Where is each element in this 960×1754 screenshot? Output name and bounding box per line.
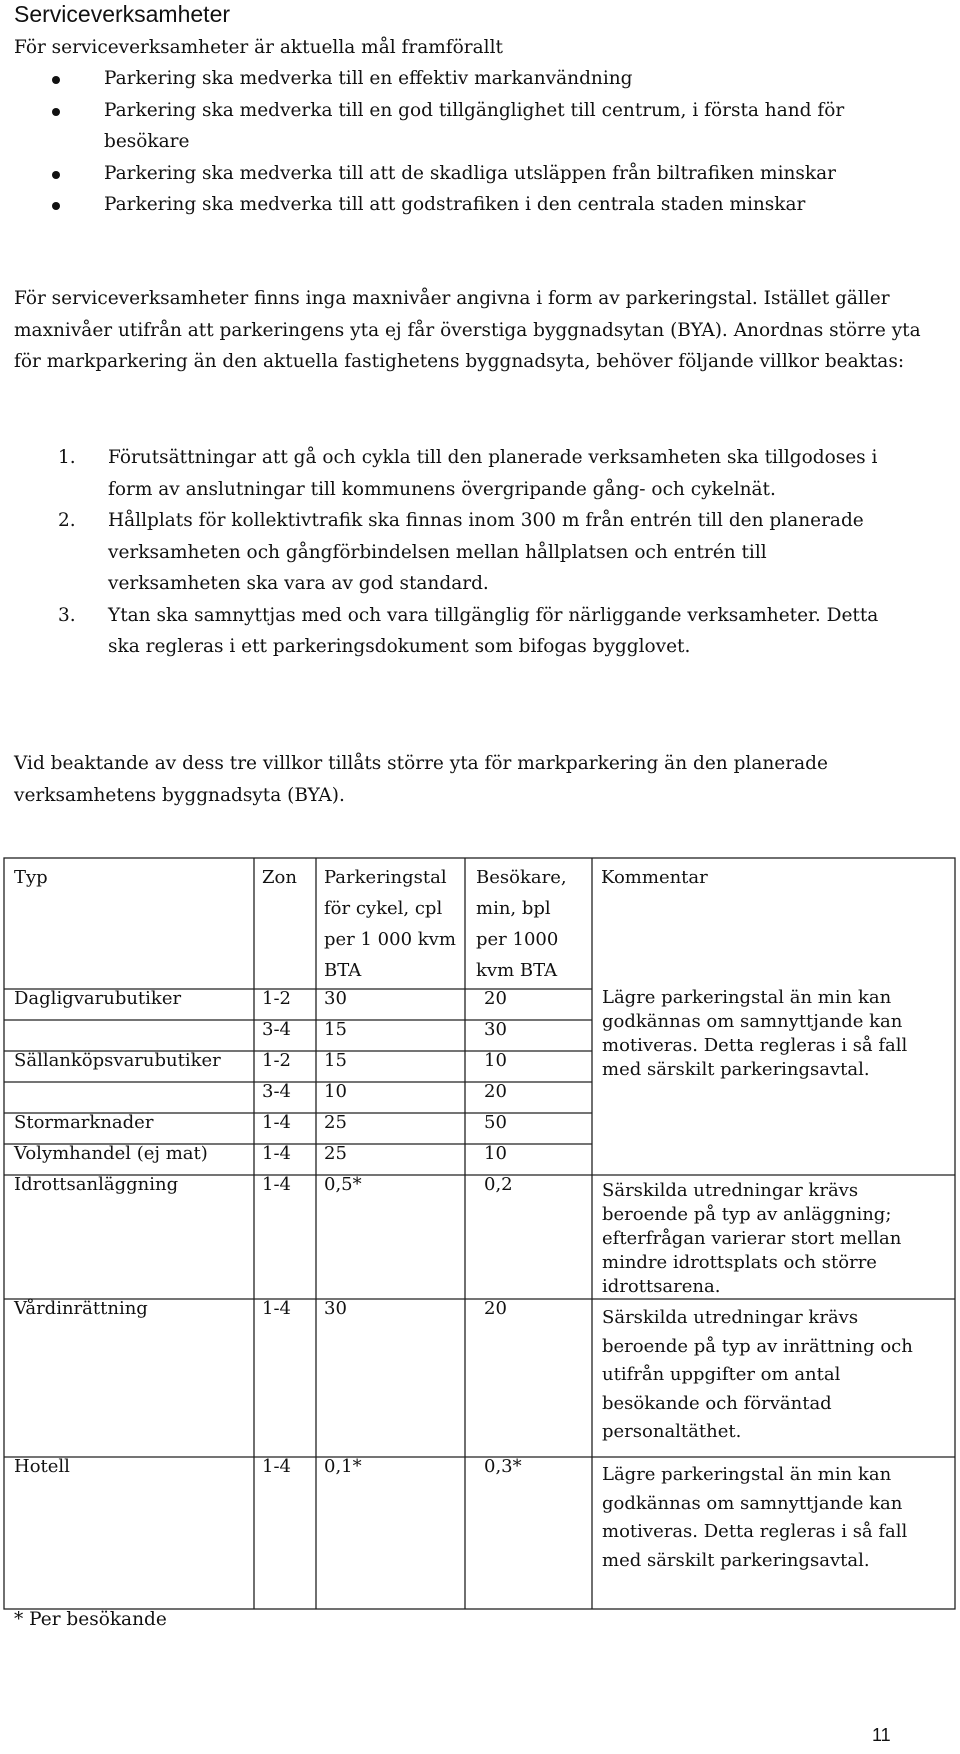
bullet-text: Parkering ska medverka till en god tillgänglighet till centrum, i första hand för besökare xyxy=(104,99,845,152)
row-zon: 3-4 xyxy=(262,1019,291,1040)
conclusion-paragraph: Vid beaktande av dess tre villkor tillåts större yta för markparkering än den planerade verksamhetens byggnadsyta (BYA). xyxy=(14,753,828,806)
page-number: 11 xyxy=(872,1725,891,1745)
row-typ: Sällanköpsvarubutiker xyxy=(14,1050,221,1071)
bullet-item xyxy=(52,189,912,221)
bullet-dot-icon xyxy=(52,108,60,116)
comment-cell: Särskilda utredningar krävs beroende på typ av inrättning och utifrån uppgifter om antal besökande och förväntad personaltäthet. xyxy=(602,1307,913,1442)
bullet-dot-icon xyxy=(52,171,60,179)
row-typ: Idrottsanläggning xyxy=(14,1174,179,1195)
row-besokare: 50 xyxy=(484,1112,507,1133)
row-cykel: 15 xyxy=(324,1019,347,1040)
row-besokare: 0,2 xyxy=(484,1174,513,1195)
row-cykel: 15 xyxy=(324,1050,347,1071)
row-besokare: 10 xyxy=(484,1050,507,1071)
row-besokare: 20 xyxy=(484,988,507,1009)
row-cykel: 25 xyxy=(324,1143,347,1164)
table-footnote: * Per besökande xyxy=(14,1609,167,1630)
comment-cell: Lägre parkeringstal än min kan godkännas om samnyttjande kan motiveras. Detta regleras i så fall med särskilt parkeringsavtal. xyxy=(602,1464,908,1571)
condition-item xyxy=(58,600,893,663)
intro-text: För serviceverksamheter är aktuella mål framförallt xyxy=(14,37,503,58)
row-cykel: 30 xyxy=(324,988,347,1009)
row-zon: 1-2 xyxy=(262,1050,291,1071)
row-cykel: 25 xyxy=(324,1112,347,1133)
row-zon: 1-4 xyxy=(262,1112,291,1133)
row-zon: 3-4 xyxy=(262,1081,291,1102)
bullet-dot-icon xyxy=(52,202,60,210)
row-cykel: 0,5* xyxy=(324,1174,362,1195)
header-cykel: Parkeringstal för cykel, cpl per 1 000 kvm BTA xyxy=(324,867,456,981)
row-zon: 1-4 xyxy=(262,1298,291,1319)
bullet-item xyxy=(52,158,912,190)
condition-number: 3. xyxy=(58,604,76,626)
row-cykel: 30 xyxy=(324,1298,347,1319)
header-kommentar: Kommentar xyxy=(601,867,708,888)
row-zon: 1-4 xyxy=(262,1143,291,1164)
condition-number: 1. xyxy=(58,447,76,468)
comment-cell: Särskilda utredningar krävs beroende på typ av anläggning; efterfrågan varierar stort mellan mindre idrottsplats och större idrottsarena. xyxy=(602,1180,902,1297)
header-besokare: Besökare, min, bpl per 1000 kvm BTA xyxy=(476,867,567,981)
condition-number: 2. xyxy=(58,510,76,531)
conditions-list xyxy=(58,442,893,663)
row-besokare: 20 xyxy=(484,1298,507,1319)
row-cykel: 10 xyxy=(324,1081,347,1102)
parking-table xyxy=(0,856,960,1616)
condition-text: Ytan ska samnyttjas med och vara tillgänglig för närliggande verksamheter. Detta ska regleras i ett parkeringsdokument som bifogas bygglovet. xyxy=(108,604,879,657)
row-cykel: 0,1* xyxy=(324,1456,362,1477)
comment-cell: Lägre parkeringstal än min kan godkännas om samnyttjande kan motiveras. Detta regleras i så fall med särskilt parkeringsavtal. xyxy=(602,987,908,1080)
header-zon: Zon xyxy=(262,867,297,888)
rules-paragraph: För serviceverksamheter finns inga maxnivåer angivna i form av parkeringstal. Istället gäller maxnivåer utifrån att parkeringens yta ej får överstiga byggnadsytan (BYA). Anordnas större yta för markparkering än den aktuella fastighetens byggnadsyta, behöver följande villkor beaktas: xyxy=(14,288,921,372)
condition-item xyxy=(58,505,893,600)
row-typ: Volymhandel (ej mat) xyxy=(14,1143,208,1164)
bullet-text: Parkering ska medverka till en effektiv markanvändning xyxy=(104,68,633,89)
goals-bullet-list xyxy=(52,63,912,221)
condition-text: Förutsättningar att gå och cykla till den planerade verksamheten ska tillgodoses i form av anslutningar till kommunens övergripande gång- och cykelnät. xyxy=(108,447,878,500)
bullet-item xyxy=(52,63,912,95)
row-besokare: 0,3* xyxy=(484,1456,522,1477)
row-besokare: 30 xyxy=(484,1019,507,1040)
row-zon: 1-4 xyxy=(262,1456,291,1477)
row-zon: 1-2 xyxy=(262,988,291,1009)
row-besokare: 10 xyxy=(484,1143,507,1164)
condition-item xyxy=(58,442,893,505)
row-typ: Dagligvarubutiker xyxy=(14,988,182,1009)
row-typ: Vårdinrättning xyxy=(14,1298,148,1319)
bullet-text: Parkering ska medverka till att godstrafiken i den centrala staden minskar xyxy=(104,194,806,215)
row-typ: Stormarknader xyxy=(14,1112,154,1133)
bullet-item xyxy=(52,95,912,158)
row-besokare: 20 xyxy=(484,1081,507,1102)
bullet-text: Parkering ska medverka till att de skadliga utsläppen från biltrafiken minskar xyxy=(104,162,836,184)
bullet-dot-icon xyxy=(52,76,60,84)
row-typ: Hotell xyxy=(14,1456,70,1477)
condition-text: Hållplats för kollektivtrafik ska finnas inom 300 m från entrén till den planerade verksamheten och gångförbindelsen mellan hållplatsen och entrén till verksamheten ska vara av god standard. xyxy=(108,510,864,594)
header-typ: Typ xyxy=(14,867,48,888)
section-heading: Serviceverksamheter xyxy=(14,1,231,27)
row-zon: 1-4 xyxy=(262,1174,291,1195)
